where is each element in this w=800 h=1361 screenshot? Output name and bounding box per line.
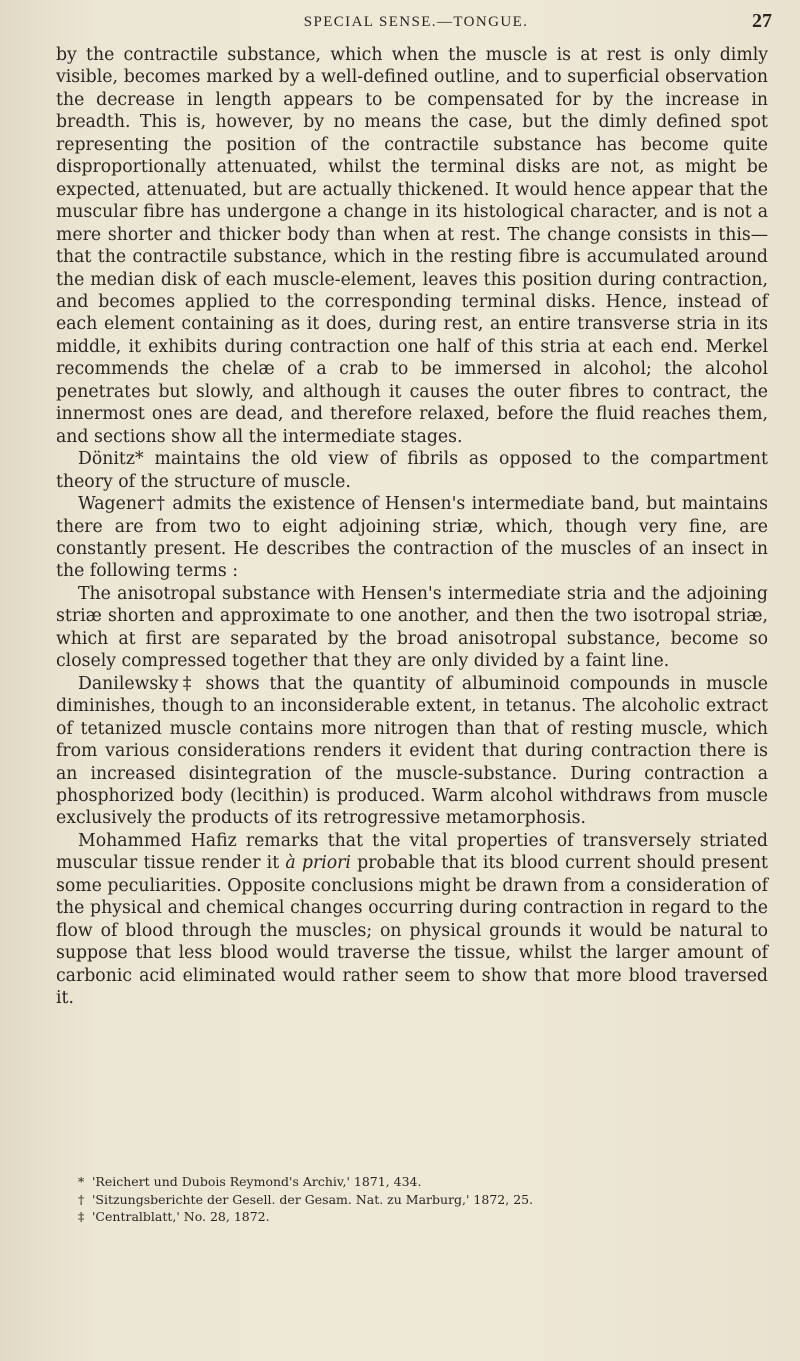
footnote	[78, 1173, 768, 1191]
footnote-text: 'Reichert und Dubois Reymond's Archiv,' 1871, 434.	[92, 1174, 422, 1189]
page-header	[56, 10, 776, 40]
paragraph-hafiz	[56, 830, 768, 1010]
page-number: 27	[752, 10, 772, 32]
footnote-mark: ‡	[78, 1209, 85, 1224]
hafiz-italic-a-priori: à priori	[285, 853, 351, 874]
footnote-mark: *	[78, 1174, 85, 1189]
body-text	[56, 44, 768, 1009]
hafiz-text-after: probable that its blood current should present some peculiarities. Opposite conclusions might be drawn from a consideration of the physical and chemical changes occurring during contraction in regard to the flow of blood through the muscles; on physical grounds it would be natural to suppose that less blood would traverse the tissue, whilst the larger amount of carbonic acid eliminated would rather seem to show that more blood traversed it.	[56, 853, 768, 1009]
footnote	[78, 1208, 768, 1226]
paragraph-contraction-change: by the contractile substance, which when the muscle is at rest is only dimly visible, becomes marked by a well-defined outline, and to superficial observation the decrease in length appears to be compensated for by the increase in breadth. This is, however, by no means the case, but the dimly defined spot representing the position of the contractile substance has become quite disproportionally attenuated, whilst the terminal disks are not, as might be expected, attenuated, but are actually thickened. It would hence appear that the muscular fibre has undergone a change in its histological character, and is not a mere shorter and thicker body than when at rest. The change consists in this—that the contractile substance, which in the resting fibre is accumulated around the median disk of each muscle-element, leaves this position during contraction, and becomes applied to the corresponding terminal disks. Hence, instead of each element containing as it does, during rest, an entire transverse stria in its middle, it exhibits during contraction one half of this stria at each end. Merkel recommends the chelæ of a crab to be immersed in alcohol; the alcohol penetrates but slowly, and although it causes the outer fibres to contract, the innermost ones are dead, and therefore relaxed, before the fluid reaches them, and sections show all the intermediate stages.	[56, 45, 768, 447]
footnote	[78, 1191, 768, 1209]
footnote-text: 'Centralblatt,' No. 28, 1872.	[92, 1209, 270, 1224]
running-head: SPECIAL SENSE.—TONGUE.	[303, 14, 529, 30]
footnote-text: 'Sitzungsberichte der Gesell. der Gesam. Nat. zu Marburg,' 1872, 25.	[92, 1191, 534, 1207]
paragraph-anisotropal: The anisotropal substance with Hensen's intermediate stria and the adjoining striæ shorten and approximate to one another, and then the two isotropal striæ, which at first are separated by the broad anisotropal substance, become so closely compressed together that they are only divided by a faint line.	[56, 583, 768, 672]
paragraph-wagener: Wagener† admits the existence of Hensen's intermediate band, but maintains there are from two to eight adjoining striæ, which, though very fine, are constantly present. He describes the contraction of the muscles of an insect in the following terms :	[56, 494, 768, 582]
footnote-mark: †	[78, 1191, 85, 1207]
paragraph-donitz: Dönitz* maintains the old view of fibrils as opposed to the compartment theory of the structure of muscle.	[56, 449, 768, 492]
paragraph-danilewsky: Danilewsky‡ shows that the quantity of albuminoid compounds in muscle diminishes, though to an inconsiderable extent, in tetanus. The alcoholic extract of tetanized muscle contains more nitrogen than that of resting muscle, which from various considerations renders it evident that during contraction there is an increased disintegration of the muscle-substance. During contraction a phosphorized body (lecithin) is produced. Warm alcohol withdraws from muscle exclusively the products of its retrogressive metamorphosis.	[56, 673, 768, 829]
footnotes	[78, 1173, 768, 1226]
hafiz-text-before: Mohammed Hafiz remarks that the vital properties of transversely striated muscular tissue render it	[56, 830, 768, 874]
